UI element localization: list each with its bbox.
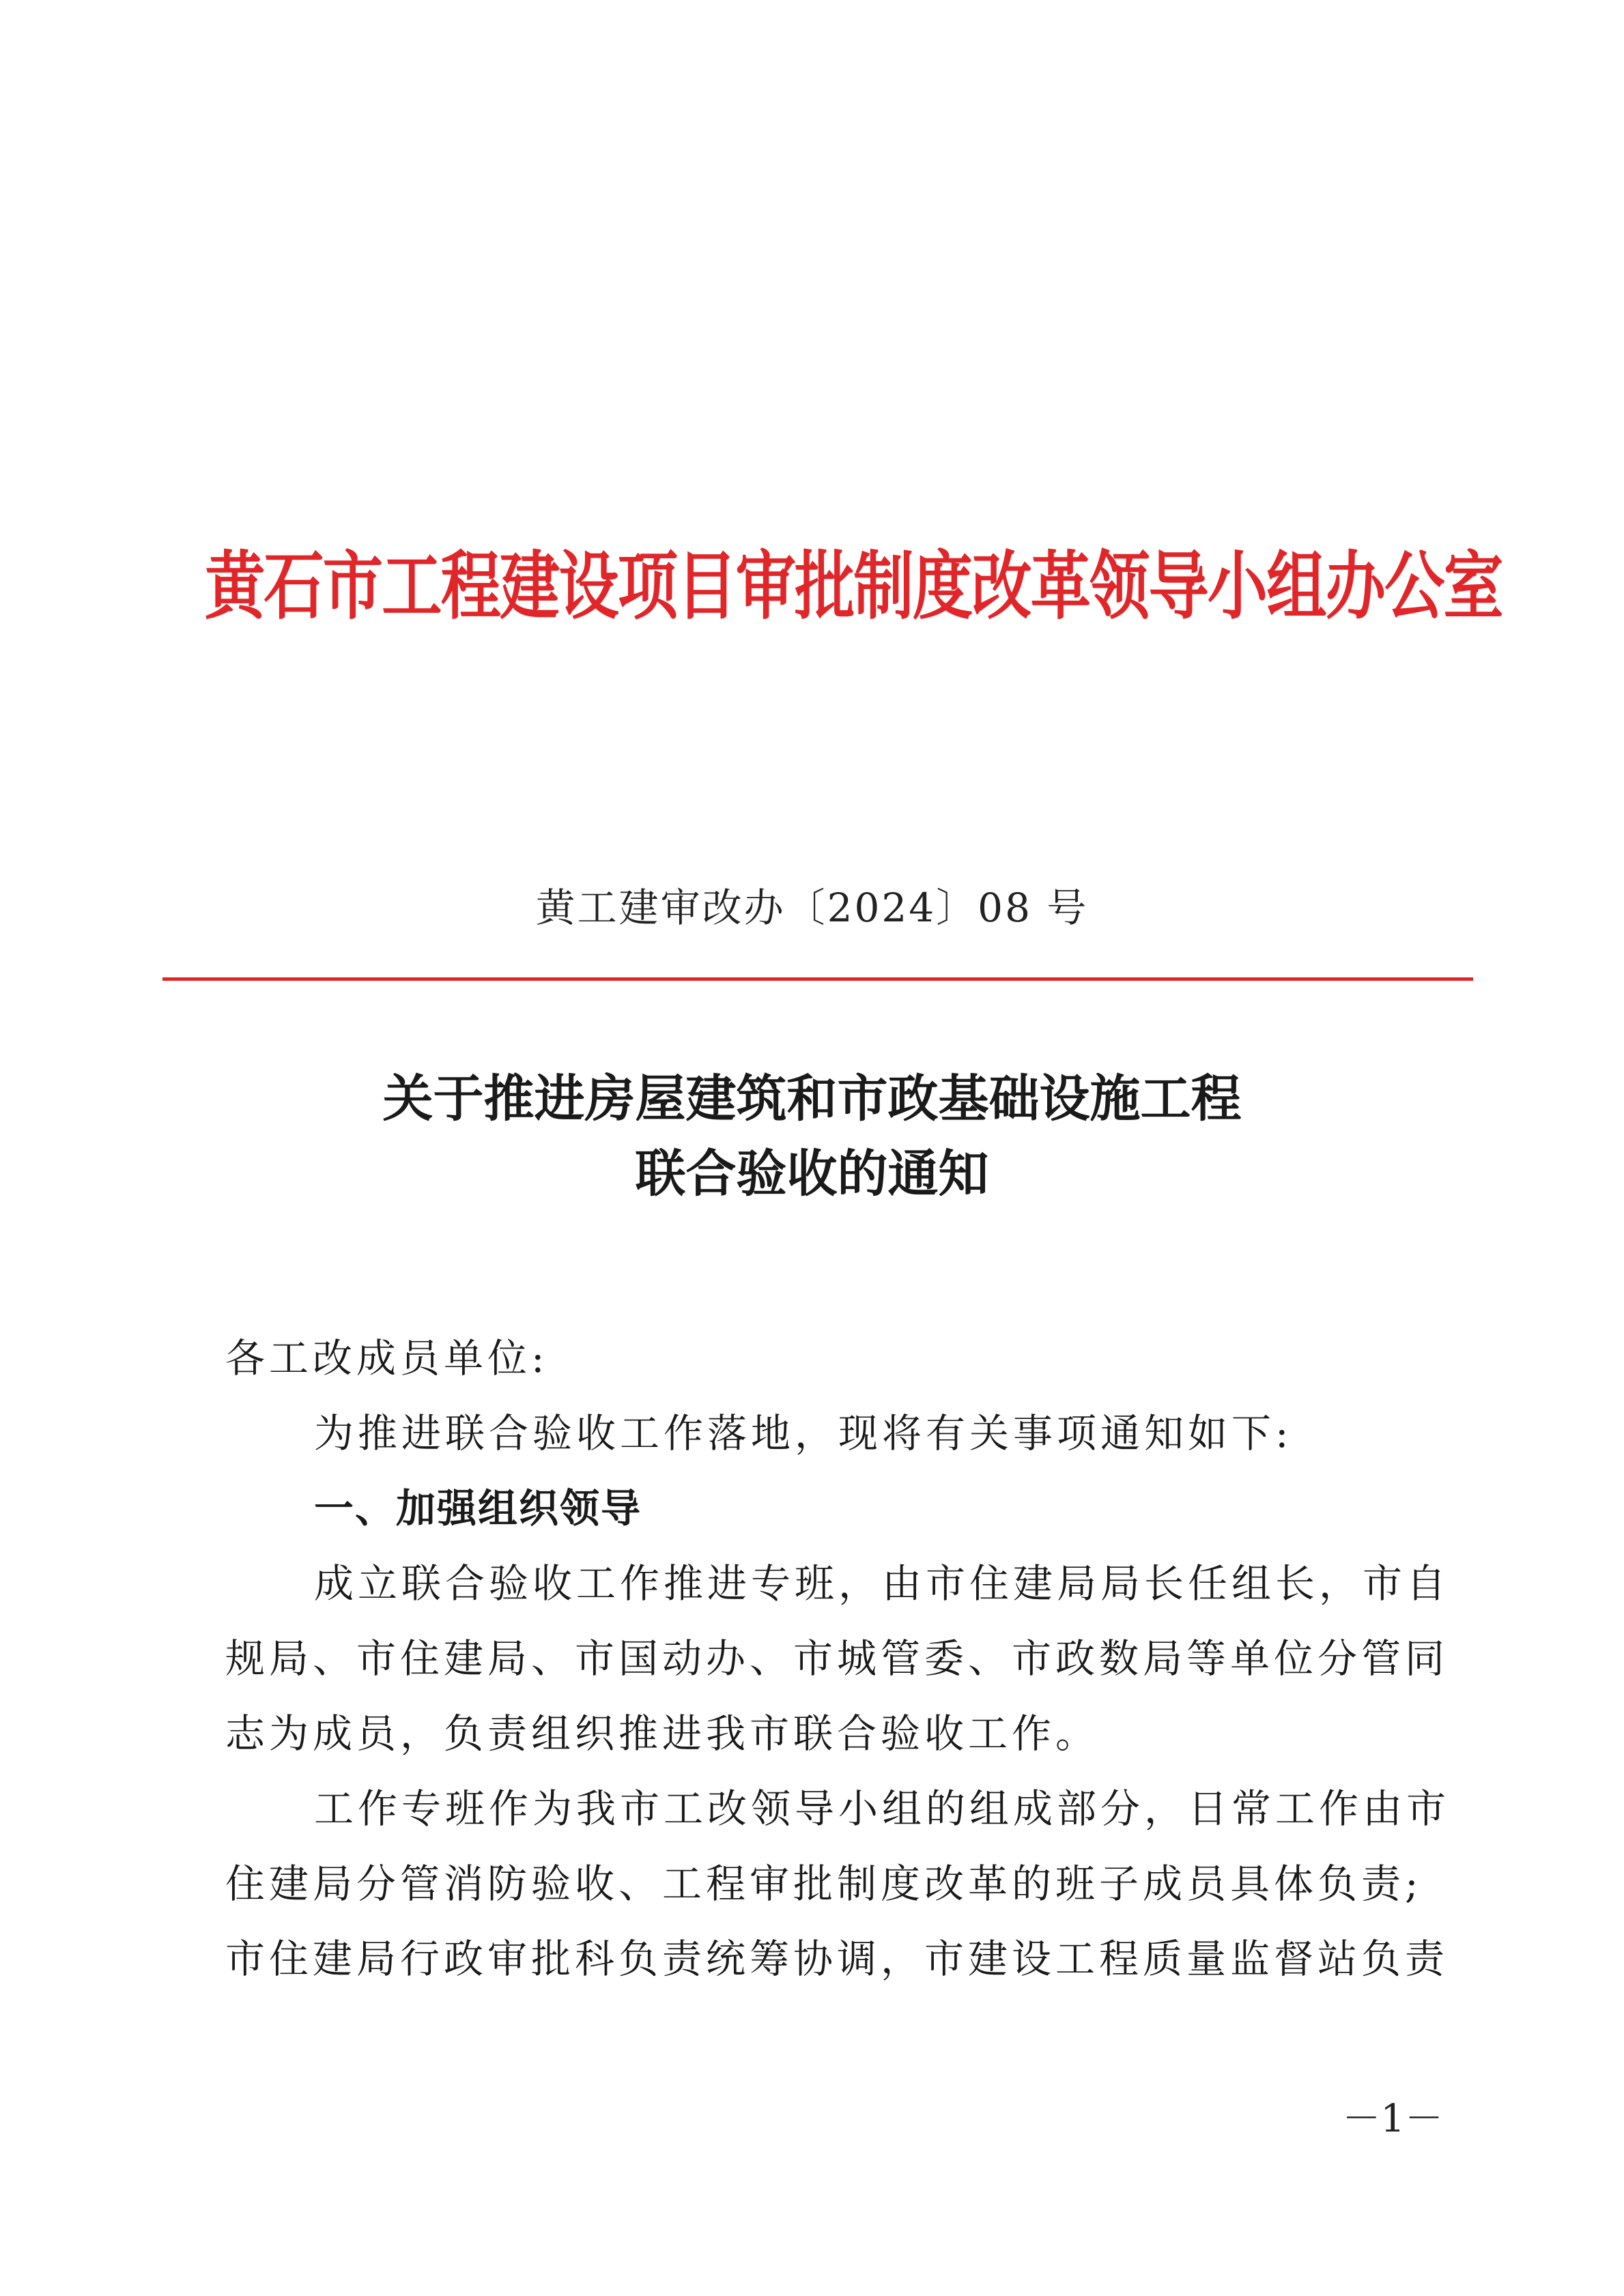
paragraph-line: 成立联合验收工作推进专班，由市住建局局长任组长，市自 [314,1560,1451,1607]
section-heading: 一、加强组织领导 [314,1485,642,1532]
title-line-1: 关于推进房屋建筑和市政基础设施工程 [382,1070,1242,1128]
title-line-2: 联合验收的通知 [635,1145,989,1203]
issuing-organization-header: 黄石市工程建设项目审批制度改革领导小组办公室 [205,543,1502,630]
paragraph-line: 规局、市住建局、市国动办、市城管委、市政数局等单位分管同 [225,1635,1449,1682]
document-title [0,1061,1624,1211]
document-number: 黄工建审改办〔2024〕08 号 [535,885,1089,931]
red-divider-line [162,977,1473,981]
paragraph-line: 住建局分管消防验收、工程审批制度改革的班子成员具体负责; [225,1861,1423,1907]
paragraph-line: 工作专班作为我市工改领导小组的组成部分，日常工作由市 [314,1785,1451,1832]
paragraph-line: 市住建局行政审批科负责统筹协调，市建设工程质量监督站负责 [225,1936,1449,1982]
page-number: －1－ [1342,2097,1443,2141]
intro-paragraph: 为推进联合验收工作落地，现将有关事项通知如下: [314,1410,1293,1456]
paragraph-line: 志为成员，负责组织推进我市联合验收工作。 [225,1710,1100,1757]
salutation: 各工改成员单位: [225,1335,549,1381]
document-body [225,1321,1454,1996]
